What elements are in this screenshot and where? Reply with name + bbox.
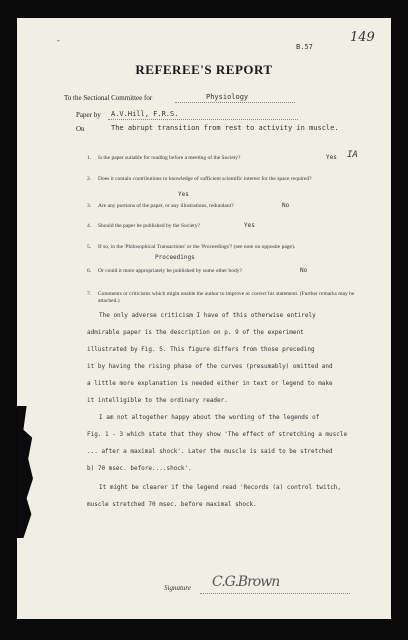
- question-4-answer: Yes: [244, 222, 255, 229]
- question-7-text: Comments or criticisms which might enable the author to improve or correct his statement. (Further remarks may be attached.): [98, 291, 355, 304]
- comment-line: it intelligible to the ordinary reader.: [87, 397, 228, 404]
- reference-number: B.57: [296, 43, 313, 51]
- comment-line: It might be clearer if the legend read 'Records (a) control twitch,: [99, 484, 342, 491]
- comment-line: The only adverse criticism I have of this otherwise entirely: [99, 312, 316, 319]
- corner-mark: -: [57, 36, 60, 45]
- question-3-num: 3.: [87, 203, 92, 209]
- question-3-answer: No: [282, 202, 290, 209]
- to-line: [175, 102, 295, 103]
- question-5-text: If so, in the 'Philosophical Transactions' or the 'Proceedings'? (see note on opposite page).: [98, 244, 296, 250]
- question-5-answer: Proceedings: [155, 254, 195, 261]
- paper-label: Paper by: [76, 111, 101, 119]
- comment-line: b) 70 msec. before....shock'.: [87, 465, 192, 472]
- question-2-num: 2.: [87, 176, 92, 182]
- question-6-num: 6.: [87, 268, 92, 274]
- to-label: To the Sectional Committee for: [64, 94, 153, 102]
- page-title: REFEREE'S REPORT: [135, 62, 273, 77]
- signature-label: Signature: [164, 584, 191, 592]
- on-value: The abrupt transition from rest to activity in muscle.: [111, 124, 339, 132]
- comment-line: admirable paper is the description on p. 9 of the experiment: [87, 329, 304, 336]
- paper-value: A.V.Hill, F.R.S.: [111, 110, 179, 118]
- question-5-num: 5.: [87, 244, 92, 250]
- comment-line: ... after a maximal shock'. Later the muscle is said to be stretched: [87, 448, 333, 455]
- comment-line: illustrated by Fig. 5. This figure differs from those preceding: [87, 346, 315, 353]
- question-1-num: 1.: [87, 155, 92, 161]
- comment-line: Fig. 1 - 3 which state that they show 'The effect of stretching a muscle: [87, 431, 348, 438]
- signature-line: [200, 593, 350, 594]
- question-2-answer: Yes: [178, 191, 189, 198]
- comment-line: a little more explanation is needed either in text or legend to make: [87, 380, 333, 387]
- comment-line: I am not altogether happy about the wording of the legends of: [99, 414, 320, 421]
- on-label: On: [76, 125, 85, 133]
- question-7-num: 7.: [87, 291, 92, 297]
- comment-line: it by having the rising phase of the curves (presumably) omitted and: [87, 363, 333, 370]
- comment-line: muscle stretched 70 msec. before maximal shock.: [87, 501, 257, 508]
- question-1-text: Is the paper suitable for reading before a meeting of the Society?: [98, 155, 241, 161]
- question-2-text: Does it contain contributions to knowledge of sufficient scientific interest for the space required?: [98, 176, 312, 182]
- question-1-answer: Yes: [326, 154, 337, 161]
- to-value: Physiology: [206, 93, 249, 101]
- folio-number: 149: [350, 30, 375, 45]
- question-4-text: Should the paper be published by the Society?: [98, 223, 200, 229]
- question-1-annotation: IA: [347, 150, 358, 160]
- handwritten-signature: C.G.Brown: [212, 574, 280, 590]
- torn-edge: [17, 406, 33, 538]
- question-6-answer: No: [300, 267, 308, 274]
- question-3-text: Are any portions of the paper, or any illustrations, redundant?: [98, 203, 234, 209]
- question-4-num: 4.: [87, 223, 92, 229]
- question-6-text: Or could it more appropriately be published by some other body?: [98, 268, 242, 274]
- paper-line: [108, 119, 298, 120]
